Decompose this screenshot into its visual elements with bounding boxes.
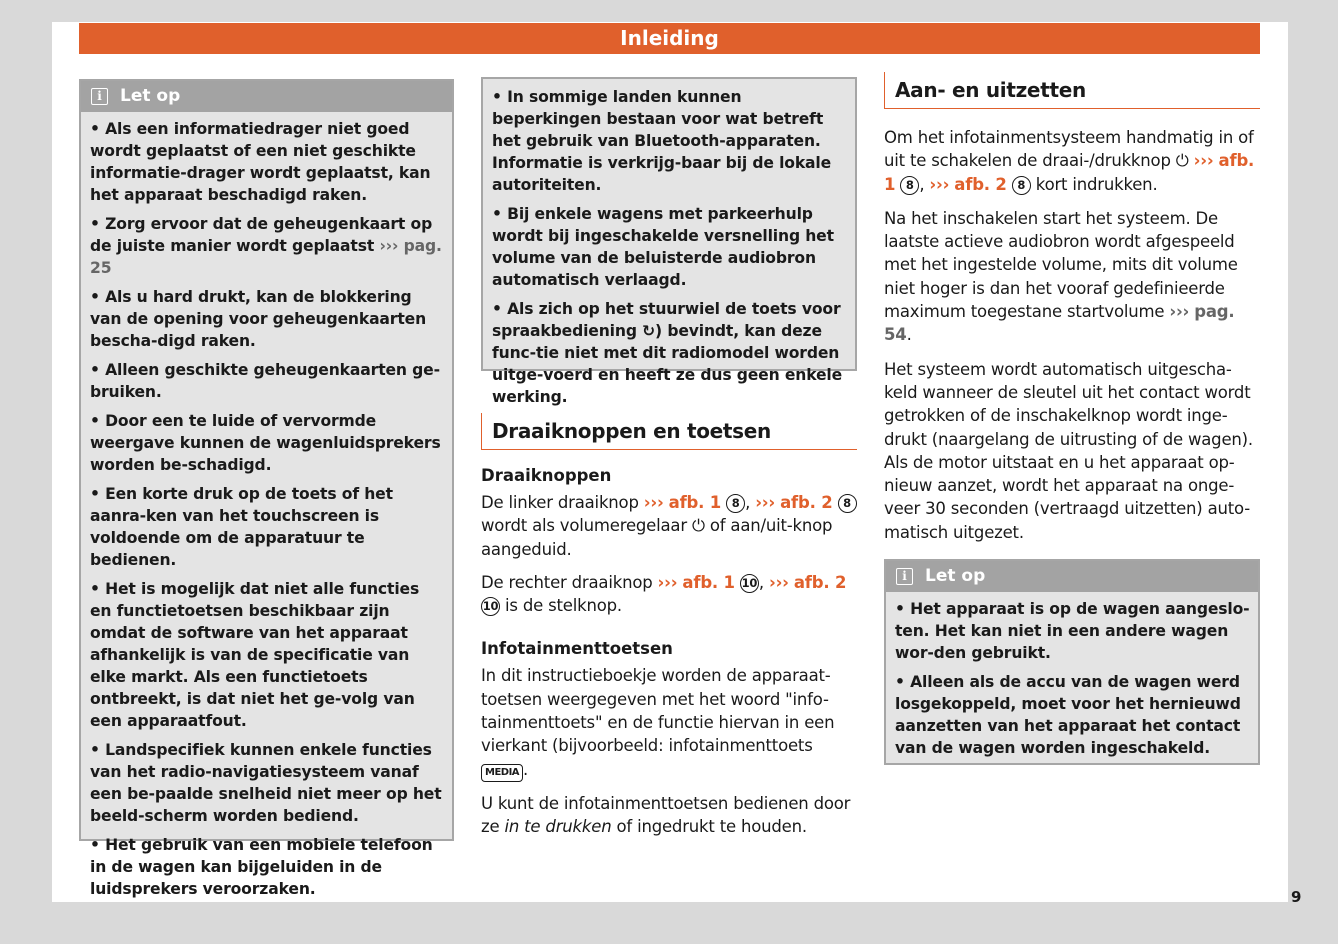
note-item: • Landspecifiek kunnen enkele functies van het radio-navigatiesysteem vanaf een be-paalde snelheid niet meer op het beeld-scherm worden bediend. <box>90 741 442 825</box>
note-item-text: bevindt, kan deze func-tie niet met dit radiomodel worden uitge-voerd en heeft ze dus geen enkele werking. <box>492 322 843 406</box>
text: of aan/uit-knop aangeduid. <box>481 516 833 559</box>
page-ref-link[interactable]: pag. 54 <box>884 302 1235 345</box>
paragraph: Om het infotainmentsysteem handmatig in of uit te schakelen de draai-/drukknop ⏻ ››› afb. 1 8 , ››› afb. 2 8 kort indrukken. <box>884 128 1255 194</box>
note-body <box>886 592 1258 765</box>
note-header <box>81 81 452 112</box>
note-item: • Het gebruik van een mobiele telefoon in de wagen kan bijgeluiden in de luidsprekers veroorzaken. <box>90 836 433 898</box>
paragraph <box>481 792 857 839</box>
note-box-let-op <box>79 79 454 898</box>
arrow-icon: ››› <box>929 174 950 194</box>
text: of ingedrukt te houden. <box>616 816 807 836</box>
arrow-icon: ››› <box>1193 151 1214 171</box>
callout-number: 8 <box>838 494 857 513</box>
media-key-icon: MEDIA <box>481 764 523 782</box>
figure-ref-link[interactable]: afb. 2 <box>954 174 1007 194</box>
text: is de stelknop. <box>505 596 622 616</box>
note-header <box>886 561 1258 592</box>
subsection-infotainmenttoetsen <box>481 639 857 838</box>
note-item: • Als een informatiedrager niet goed wordt geplaatst of een niet geschikte informatie-drager wordt geplaatst, kan het apparaat beschadigd raken. <box>90 120 431 204</box>
arrow-icon: ››› <box>1169 302 1190 322</box>
chapter-header: Inleiding <box>79 23 1260 54</box>
note-item: • Het is mogelijk dat niet alle functies en functietoetsen beschikbaar zijn omdat de software van het apparaat afhankelijk is van de specificatie van elke markt. Als een functietoets ontbreekt, is dat niet het ge-volg van een apparaatfout. <box>90 580 420 730</box>
subsection-draaiknoppen <box>481 466 857 617</box>
text: Na het inschakelen start het systeem. De laatste actieve audiobron wordt afgespeeld met het ingestelde volume, mits dit volume niet hoger is dan het vooraf gedefinieerde maximum toegestane startvolume <box>884 208 1238 322</box>
text: U kunt de infotainmenttoetsen bedienen door ze <box>481 793 851 836</box>
voice-control-icon: ↻) <box>642 322 663 340</box>
column-1 <box>79 79 454 898</box>
paragraph: De linker draaiknop ››› afb. 1 8 , ››› afb. 2 8 wordt als volumeregelaar ⏻ of aan/uit-knop aangeduid. <box>481 491 857 561</box>
note-item: • Alleen geschikte geheugenkaarten ge-bruiken. <box>90 361 440 401</box>
section-title: Aan- en uitzetten <box>884 72 1260 109</box>
note-item-text: • Als zich op het stuurwiel de toets voor spraakbediening <box>492 300 841 340</box>
note-item <box>90 213 444 279</box>
note-box-continued <box>481 77 857 406</box>
emphasis-text: in te drukken <box>504 816 612 836</box>
figure-ref-link[interactable]: afb. 2 <box>780 493 833 512</box>
note-item: • Door een te luide of vervormde weergave kunnen de wagenluidsprekers worden be-schadigd. <box>90 412 441 474</box>
page-ref-link[interactable]: pag. 25 <box>90 237 442 277</box>
text: De rechter draaiknop <box>481 572 653 592</box>
note-item: • Een korte druk op de toets of het aanra-ken van het touchscreen is voldoende om de apparatuur te bedienen. <box>90 485 393 569</box>
text: kort indrukken. <box>1035 174 1158 194</box>
arrow-icon: ››› <box>379 237 399 255</box>
note-box-let-op <box>884 559 1260 765</box>
page-number: 9 <box>1291 888 1302 906</box>
text: wordt als volumeregelaar <box>481 516 687 536</box>
note-body <box>483 79 855 414</box>
callout-number: 10 <box>481 597 500 616</box>
note-item: • Bij enkele wagens met parkeerhulp wordt bij ingeschakelde versnelling het volume van de beluisterde audiobron automatisch verlaagd. <box>492 205 834 289</box>
column-3 <box>884 72 1260 765</box>
arrow-icon: ››› <box>768 572 789 592</box>
note-item: • Als u hard drukt, kan de blokkering van de opening voor geheugenkaarten bescha-digd raken. <box>90 288 427 350</box>
callout-number: 8 <box>726 494 745 513</box>
callout-number: 10 <box>740 574 759 593</box>
arrow-icon: ››› <box>755 493 776 512</box>
text: Om het infotainmentsysteem handmatig in of uit te schakelen de draai-/drukknop <box>884 128 1254 171</box>
figure-ref-link[interactable]: afb. 1 <box>682 572 735 592</box>
note-item: • Het apparaat is op de wagen aangeslo-ten. Het kan niet in een andere wagen wor-den gebruikt. <box>895 600 1250 663</box>
note-body <box>81 112 452 906</box>
callout-number: 8 <box>1012 176 1031 195</box>
info-icon: i <box>896 568 913 585</box>
callout-number: 8 <box>900 176 919 195</box>
column-2 <box>481 77 857 838</box>
text: In dit instructieboekje worden de apparaat-toetsen weergegeven met het woord "info-tainmenttoets" en de functie hiervan in een vierkant (bijvoorbeeld: infotainmenttoets <box>481 666 835 756</box>
paragraph: Het systeem wordt automatisch uitgescha-keld wanneer de sleutel uit het contact wordt getrokken of de inschakelknop wordt inge-drukt (naargelang de uitrusting of de wagen). Als de motor uitstaat en u het apparaat op-nieuw aanzet, wordt het apparaat na onge-veer 30 seconden (vertraagd uitzetten) auto-matisch uitgezet. <box>884 359 1253 542</box>
note-title: Let op <box>120 86 181 106</box>
note-title: Let op <box>925 566 986 587</box>
text: De linker draaiknop <box>481 493 639 512</box>
note-item: • Alleen als de accu van de wagen werd losgekoppeld, moet voor het hernieuwd aanzetten van het apparaat het contact van de wagen worden ingeschakeld. <box>895 673 1241 758</box>
text: . <box>906 325 912 345</box>
section-title: Draaiknoppen en toetsen <box>481 413 857 450</box>
paragraph: De rechter draaiknop ››› afb. 1 10 , ››› afb. 2 10 is de stelknop. <box>481 572 847 616</box>
figure-ref-link[interactable]: afb. 2 <box>793 572 847 592</box>
figure-ref-link[interactable]: afb. 1 <box>668 493 722 512</box>
figure-ref-link[interactable]: afb. 1 <box>884 151 1255 194</box>
text: . <box>523 759 529 779</box>
power-icon: ⏻ <box>1175 151 1189 171</box>
paragraph <box>481 664 857 781</box>
note-item <box>492 298 847 408</box>
note-item: • In sommige landen kunnen beperkingen bestaan voor wat betreft het gebruik van Bluetooth-apparaten. Informatie is verkrijg-baar bij de lokale autoriteiten. <box>492 88 832 194</box>
subsection-title: Infotainmenttoetsen <box>481 639 673 659</box>
arrow-icon: ››› <box>657 572 678 592</box>
power-icon: ⏻ <box>691 516 705 536</box>
arrow-icon: ››› <box>643 493 664 512</box>
subsection-title: Draaiknoppen <box>481 466 612 485</box>
note-item-text: • Zorg ervoor dat de geheugenkaart op de juiste manier wordt geplaatst <box>90 215 433 255</box>
info-icon: i <box>91 88 108 105</box>
paragraph <box>884 207 1260 347</box>
